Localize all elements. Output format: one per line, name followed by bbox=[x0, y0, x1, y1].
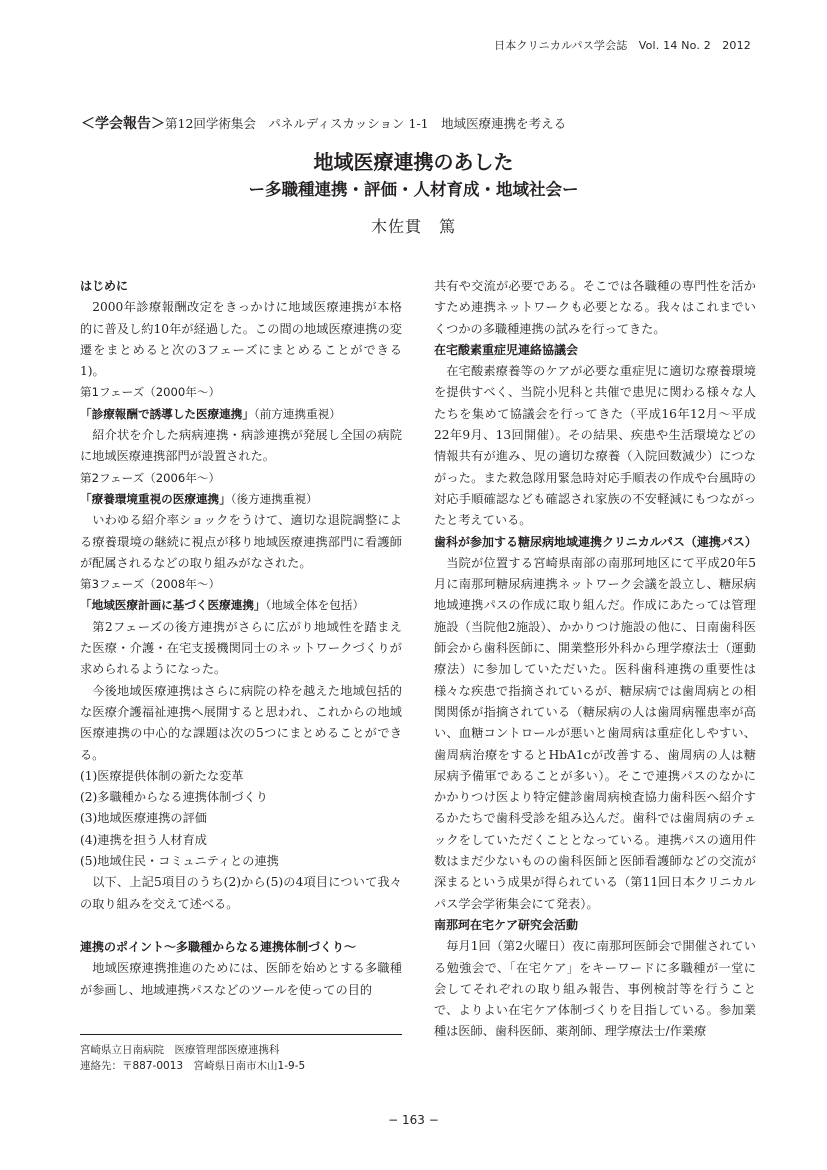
intro-heading: はじめに bbox=[80, 279, 129, 293]
paragraph: 第2フェーズの後方連携がさらに広がり地域性を踏まえた医療・介護・在宅支援機関同士のネットワークづくりが求められるようになった。 bbox=[80, 619, 402, 677]
paragraph: 以下、上記5項目のうち(2)から(5)の4項目について我々の取り組みを交えて述べる。 bbox=[80, 875, 402, 911]
phase-title: 「療養環境重視の医療連携」（後方連携重視） bbox=[80, 491, 318, 506]
contact-address: 連絡先：〒887-0013 宮崎県日南市木山1-9-5 bbox=[80, 1060, 306, 1072]
phase-label: 第1フェーズ（2000年〜） bbox=[80, 385, 221, 400]
right-column bbox=[434, 276, 756, 1043]
author-name: 木佐貫 篤 bbox=[370, 217, 456, 236]
paragraph: 2000年診療報酬改定をきっかけに地域医療連携が本格的に普及し約10年が経過した。この間の地域医療連携の変遷をまとめると次の3フェーズにまとめることができる1)。 bbox=[80, 300, 402, 379]
article-subtitle: ー多職種連携・評価・人材育成・地域社会ー bbox=[248, 180, 579, 199]
paragraph: 毎月1回（第2火曜日）夜に南那珂医師会で開催されている勉強会で、「在宅ケア」をキーワードに多職種が一堂に会してそれぞれの取り組み報告、事例検討等を行うことで、よりよい在宅ケア体制づくりを目指している。参加業種は医師、歯科医師、薬剤師、理学療法士/作業療 bbox=[434, 939, 756, 1039]
report-type: ＜学会報告＞ bbox=[81, 116, 165, 132]
paragraph: 当院が位置する宮崎県南部の南那珂地区にて平成20年5月に南那珂糖尿病連携ネットワーク会議を設立し、糖尿病地域連携パスの作成に取り組んだ。作成にあたっては管理施設（当院他2施設）、かかりつけ施設の他に、日南歯科医師会から歯科医師に、開業整形外科から理学療法士（運動療法）に参加していただいた。医科歯科連携の重要性は様々な疾患で指摘されているが、糖尿病では歯周病との相関関係が指摘されている（糖尿病の人は歯周病罹患率が高い、血糖コントロールが悪いと歯周病は重症化しやすい、歯周病治療をするとHbA1cが改善する、歯周病の人は糖尿病予備軍であることが多い）。そこで連携パスのなかにかかりつけ医より特定健診歯周病検査協力歯科医へ紹介するかたちで歯科受診を組み込んだ。歯科では歯周病のチェックをしていただくこととなっている。連携パスの適用件数はまだ少ないものの歯科医師と医師看護師などの交流が深まるという成果が得られている（第11回日本クリニカルパス学会学術集会にて発表）。 bbox=[434, 555, 756, 911]
footnote-rule bbox=[80, 1034, 402, 1035]
affiliation: 宮崎県立日南病院 医療管理部医療連携科 bbox=[80, 1044, 280, 1056]
phase-title: 「地域医療計画に基づく医療連携」（地域全体を包括） bbox=[80, 598, 365, 613]
paragraph: 共有や交流が必要である。そこでは各職種の専門性を活かすため連携ネットワークも必要となる。我々はこれまでいくつかの多職種連携の試みを行ってきた。 bbox=[434, 279, 756, 336]
list-item: (4)連携を担う人材育成 bbox=[80, 832, 207, 847]
list-item: (2)多職種からなる連携体制づくり bbox=[80, 790, 268, 805]
section-heading: 連携のポイント〜多職種からなる連携体制づくり〜 bbox=[80, 939, 357, 954]
page-number: − 163 − bbox=[388, 1113, 439, 1127]
paragraph: いわゆる紹介率ショックをうけて、適切な退院調整による療養環境の継続に視点が移り地域医療連携部門に看護師が配属されるなどの取り組みがなされた。 bbox=[80, 513, 402, 570]
list-item: (5)地域住民・コミュニティとの連携 bbox=[80, 854, 279, 869]
list-item: (3)地域医療連携の評価 bbox=[80, 811, 207, 826]
phase-title: 「診療報酬で誘導した医療連携」（前方連携重視） bbox=[80, 406, 341, 421]
section-line bbox=[81, 113, 566, 133]
paragraph: 今後地域医療連携はさらに病院の枠を越えた地域包括的な医療介護福祉連携へ展開すると思われ、これからの地域医療連携の中心的な課題は次の5つにまとめることができる。 bbox=[80, 683, 402, 762]
section-heading: 歯科が参加する糖尿病地域連携クリニカルパス（連携パス） bbox=[434, 534, 757, 549]
list-item: (1)医療提供体制の新たな変革 bbox=[80, 768, 244, 783]
paragraph: 在宅酸素療養等のケアが必要な重症児に適切な療養環境を提供すべく、当院小児科と共催で患児に関わる様々な人たちを集めて協議会を行ってきた（平成16年12月〜平成22年9月、13回開催）。その結果、疾患や生活環境などの情報共有が進み、児の適切な療養（入院回数減少）につながった。また救急隊用緊急時対応手順表の作成や台風時の対応手順確認なども確認され家族の不安軽減にもつながったと考えている。 bbox=[434, 364, 756, 528]
article-title: 地域医療連携のあした bbox=[313, 150, 514, 174]
spacer bbox=[80, 915, 402, 937]
journal-header: 日本クリニカルパス学会誌 Vol. 14 No. 2 2012 bbox=[494, 39, 751, 52]
left-column bbox=[80, 276, 402, 1001]
footnote bbox=[80, 1042, 410, 1074]
section-heading: 南那珂在宅ケア研究会活動 bbox=[434, 917, 579, 932]
paragraph: 紹介状を介した病病連携・病診連携が発展し全国の病院に地域医療連携部門が設置された。 bbox=[80, 428, 402, 464]
session-info: 第12回学術集会 パネルディスカッション 1-1 地域医療連携を考える bbox=[165, 116, 567, 131]
section-heading: 在宅酸素重症児連絡協議会 bbox=[434, 342, 579, 357]
phase-label: 第3フェーズ（2008年〜） bbox=[80, 577, 221, 592]
phase-label: 第2フェーズ（2006年〜） bbox=[80, 470, 221, 485]
paragraph: 地域医療連携推進のためには、医師を始めとする多職種が参画し、地域連携パスなどのツールを使っての目的 bbox=[80, 961, 402, 997]
